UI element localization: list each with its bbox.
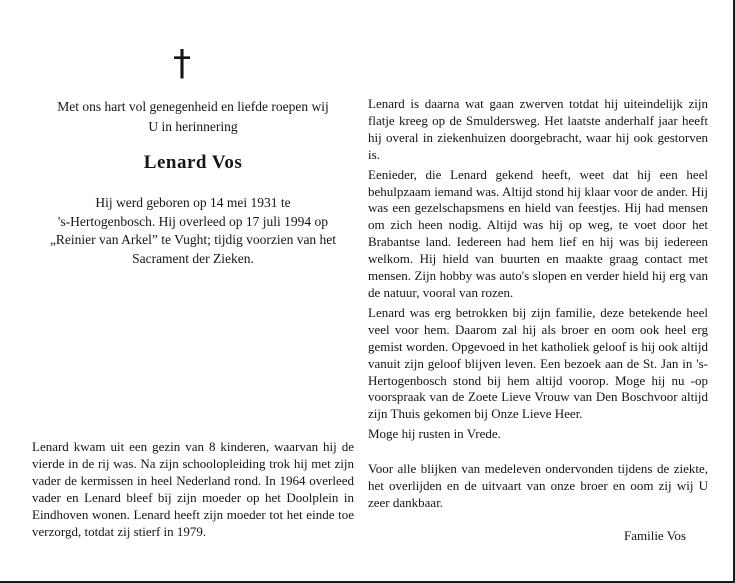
- family-signature: Familie Vos: [623, 527, 686, 543]
- birth-line: Sacrament der Zieken.: [132, 250, 254, 266]
- birth-line: Hij werd geboren op 14 mei 1931 te: [95, 195, 291, 210]
- birth-death-text: [32, 194, 354, 268]
- paragraph-wandering: Lenard is daarna wat gaan zwerven totdat hij uiteindelijk zijn flatje kreeg op de Smuldersweg. Het laatste anderhalf jaar heeft hij overal in ziekenhuizen doorgebracht, waar hij ook gestorven is.: [368, 96, 708, 162]
- intro-text: [32, 97, 354, 137]
- birth-line: 's-Hertogenbosch. Hij overleed op 17 juli 1994 op: [57, 213, 329, 229]
- paragraph-rest-in-peace: Moge hij rusten in Vrede.: [368, 426, 501, 442]
- paragraph-character: Eenieder, die Lenard gekend heeft, weet dat hij een heel behulpzaam iemand was. Altijd stond hij klaar voor de ander. Hij was een gezelschapsmens en hield van feestjes. Hij had mensen om zich heen nodig. Altijd was hij op weg, te voet door het Brabantse land. Iedereen had hem lief en hij was bij iedereen welkom. Hij hield van buurten en maakte graag contact met mensen. Zijn hobby was auto's slopen en verder hield hij erg van de natuur, vooral van rozen.: [368, 166, 708, 300]
- paragraph-thanks: Voor alle blijken van medeleven ondervonden tijdens de ziekte, het overlijden en de uitvaart van onze broer en oom zij wij U zeer dankbaar.: [368, 461, 708, 510]
- intro-line: Met ons hart vol genegenheid en liefde roepen wij: [57, 99, 329, 114]
- cross-icon: †: [173, 43, 191, 84]
- paragraph-family-faith: Lenard was erg betrokken bij zijn familie, deze betekende heel veel voor hem. Daarom zal hij als broer en oom ook heel erg gemist worden. Opgevoed in het katholiek geloof is hij ook altijd vanuit zijn geloof blijven leven. Een bezoek aan de St. Jan in 's-Hertogenbosch stond bij hem altijd voorop. Moge hij nu -op voorspraak van de Zoete Lieve Vrouw van Den Boschvoor altijd zijn Thuis gekomen bij Onze Lieve Heer.: [368, 304, 708, 422]
- deceased-name: Lenard Vos: [143, 152, 243, 173]
- left-column: [32, 42, 354, 582]
- biography-paragraph: Lenard kwam uit een gezin van 8 kinderen, waarvan hij de vierde in de rij was. Na zijn schoolopleiding trok hij met zijn vader de kermissen in heel Nederland rond. In 1964 overleed vader en Lenard bleef bij zijn moeder op het Doolplein in Eindhoven wonen. Lenard heeft zijn moeder tot het einde toe verzorgd, totdat zij stierf in 1979.: [32, 439, 354, 539]
- intro-line: U in herinnering: [148, 119, 238, 134]
- birth-line: „Reinier van Arkel” te Vught; tijdig voorzien van het: [49, 232, 337, 247]
- right-column: [368, 96, 708, 544]
